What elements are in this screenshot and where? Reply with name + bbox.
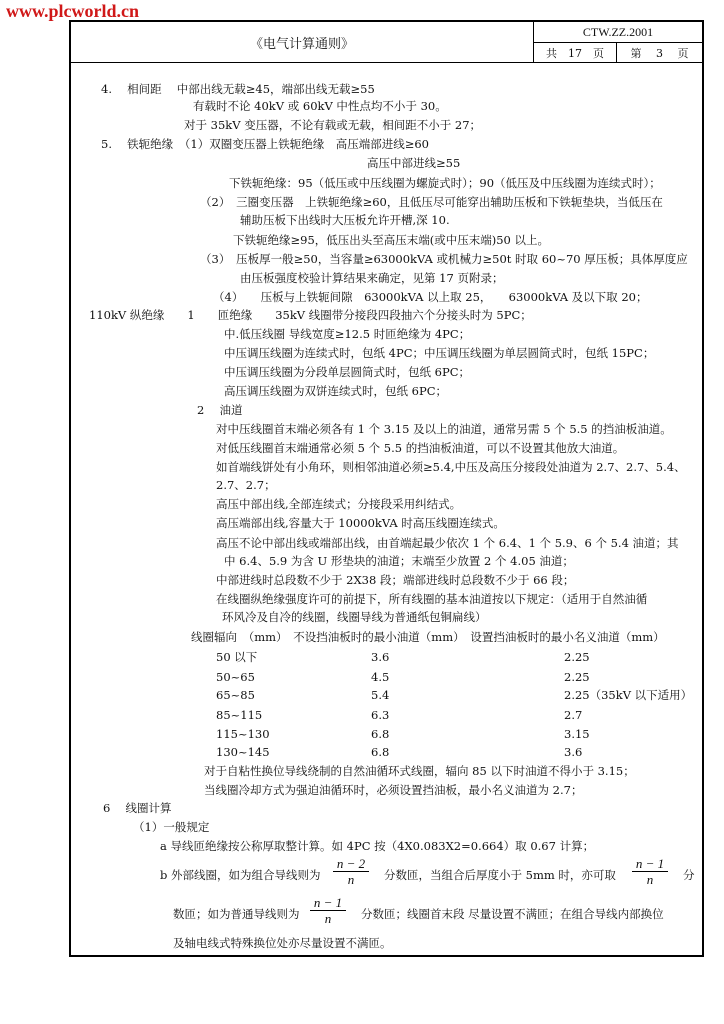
- text-line: 2.7、2.7；: [216, 478, 276, 492]
- fraction-n-minus-1: [632, 856, 668, 888]
- fraction-n-minus-2: [333, 856, 369, 888]
- fraction-numerator: n − 2: [333, 856, 369, 872]
- text-line: b 外部线圈，如为组合导线则为: [160, 868, 321, 882]
- text-line: 辅助压板下出线时大压板允许开槽,深 10.: [240, 213, 450, 227]
- table-cell: 3.6: [371, 650, 390, 664]
- text-line: 如首端线饼处有小角环，则相邻油道必须≥5.4,中压及高压分接段处油道为 2.7、2.7、5.4、: [216, 460, 686, 474]
- document-code: CTW.ZZ.2001: [534, 22, 702, 43]
- table-cell: 130~145: [216, 745, 270, 759]
- table-cell: 50 以下: [216, 650, 258, 664]
- text-line: 110kV 纵绝缘 1 匝绝缘 35kV 线圈带分接段四段抽六个分接头时为 5PC；: [89, 308, 532, 322]
- table-cell: 50~65: [216, 670, 255, 684]
- text-line: 中压调压线圈为分段单层圆筒式时，包纸 6PC；: [224, 365, 471, 379]
- table-cell: 115~130: [216, 727, 270, 741]
- text-line: 对于 35kV 变压器，不论有载或无载，相间距不小于 27；: [184, 118, 482, 132]
- text-line: 下铁轭绝缘≥95，低压出头至高压末端(或中压末端)50 以上。: [233, 233, 550, 247]
- fraction-numerator: n − 1: [632, 856, 668, 872]
- section-heading: 6 线圈计算: [103, 801, 172, 815]
- fraction-numerator: n − 1: [310, 895, 346, 911]
- text-line: 对于自粘性换位导线绕制的自然油循环式线圈，辐向 85 以下时油道不得小于 3.15；: [204, 764, 635, 778]
- text-line: 当线圈冷却方式为强迫油循环时，必须设置挡油板，最小名义油道为 2.7；: [204, 783, 583, 797]
- text-line: 对低压线圈首末端通常必须 5 个 5.5 的挡油板油道，可以不设置其他放大油道。: [216, 441, 625, 455]
- table-cell: 65~85: [216, 688, 255, 702]
- document-header: [71, 22, 702, 63]
- subsection-heading: （1）一般规定: [133, 820, 210, 834]
- fraction-denominator: n: [324, 911, 332, 926]
- table-cell: 85~115: [216, 708, 263, 722]
- text-line: 高压端部出线,容量大于 10000kVA 时高压线圈连续式。: [216, 516, 505, 530]
- text-line: 下铁轭绝缘：95（低压或中压线圈为螺旋式时）；90（低压及中压线圈为连续式时）；: [229, 176, 661, 190]
- watermark: www.plcworld.cn: [6, 1, 140, 21]
- text-line: 4. 相间距 中部出线无载≥45，端部出线无载≥55: [101, 82, 375, 96]
- text-line: 分数匝，当组合后厚度小于 5mm 时，亦可取: [384, 868, 616, 882]
- text-line: （3） 压板厚一般≥50，当容量≥63000kVA 或机械力≥50t 时取 60~70 厚压板；具体厚度应: [200, 252, 688, 266]
- table-cell: 2.25: [564, 670, 590, 684]
- text-line: （2） 三圈变压器 上铁轭绝缘≥60，且低压尽可能穿出辅助压板和下铁轭垫块，当低压在: [200, 195, 663, 209]
- text-line: 高压调压线圈为双饼连续式时，包纸 6PC；: [224, 384, 448, 398]
- table-header: 线圈辐向 （mm） 不设挡油板时的最小油道（mm） 设置挡油板时的最小名义油道（mm）: [191, 630, 665, 644]
- text-line: 高压中部进线≥55: [367, 156, 461, 170]
- table-cell: 6.8: [371, 727, 390, 741]
- text-line: 5. 铁轭绝缘 （1）双圈变压器上铁轭绝缘 高压端部进线≥60: [101, 137, 429, 151]
- text-line: 分数匝；线圈首末段 尽量设置不满匝；在组合导线内部换位: [361, 907, 664, 921]
- text-line: 对中压线圈首末端必须各有 1 个 3.15 及以上的油道，通常另需 5 个 5.5 的挡油板油道。: [216, 422, 672, 436]
- fraction-denominator: n: [646, 872, 654, 887]
- table-cell: 2.7: [564, 708, 583, 722]
- table-cell: 4.5: [371, 670, 390, 684]
- text-line: 高压不论中部出线或端部出线，由首端起最少依次 1 个 6.4、1 个 5.9、6 个 5.4 油道；其: [216, 536, 679, 550]
- table-cell: 2.25（35kV 以下适用）: [564, 688, 693, 702]
- table-cell: 3.6: [564, 745, 583, 759]
- text-line: 2 油道: [197, 403, 243, 417]
- text-line: 中.低压线圈 导线宽度≥12.5 时匝绝缘为 4PC；: [224, 327, 471, 341]
- text-line: 分: [683, 868, 695, 882]
- text-line: 中部进线时总段数不少于 2X38 段；端部进线时总段数不少于 66 段；: [216, 573, 575, 587]
- page-number: 第 3 页: [630, 46, 689, 60]
- fraction-n-minus-1: [310, 895, 346, 927]
- text-line: （4） 压板与上铁轭间隙 63000kVA 以上取 25， 63000kVA 及以下取 20；: [213, 290, 648, 304]
- fraction-denominator: n: [347, 872, 355, 887]
- text-line: 有载时不论 40kV 或 60kV 中性点均不小于 30。: [193, 99, 447, 113]
- total-pages: 共 17 页: [534, 43, 617, 62]
- text-line: 数匝；如为普通导线则为: [173, 907, 300, 921]
- text-line: 中压调压线圈为连续式时，包纸 4PC；中压调压线圈为单层圆筒式时，包纸 15PC；: [224, 346, 655, 360]
- text-line: 及轴电线式特殊换位处亦尽量设置不满匝。: [173, 936, 392, 950]
- document-title: 《电气计算通则》: [71, 22, 534, 62]
- table-cell: 2.25: [564, 650, 590, 664]
- text-line: a 导线匝绝缘按公称厚取整计算。如 4PC 按（4X0.083X2=0.664）取 0.67 计算；: [160, 839, 595, 853]
- table-cell: 6.3: [371, 708, 390, 722]
- table-cell: 3.15: [564, 727, 590, 741]
- text-line: 由压板强度校验计算结果来确定，见第 17 页附录；: [240, 271, 504, 285]
- table-cell: 6.8: [371, 745, 390, 759]
- text-line: 高压中部出线,全部连续式；分接段采用纠结式。: [216, 497, 462, 511]
- text-line: 中 6.4、5.9 为含 U 形垫块的油道；末端至少放置 2 个 4.05 油道；: [224, 554, 574, 568]
- table-cell: 5.4: [371, 688, 390, 702]
- text-line: 在线圈纵绝缘强度许可的前提下，所有线圈的基本油道按以下规定：（适用于自然油循: [216, 592, 648, 606]
- text-line: 环风冷及自冷的线圈，线圈导线为普通纸包铜扁线）: [222, 610, 487, 624]
